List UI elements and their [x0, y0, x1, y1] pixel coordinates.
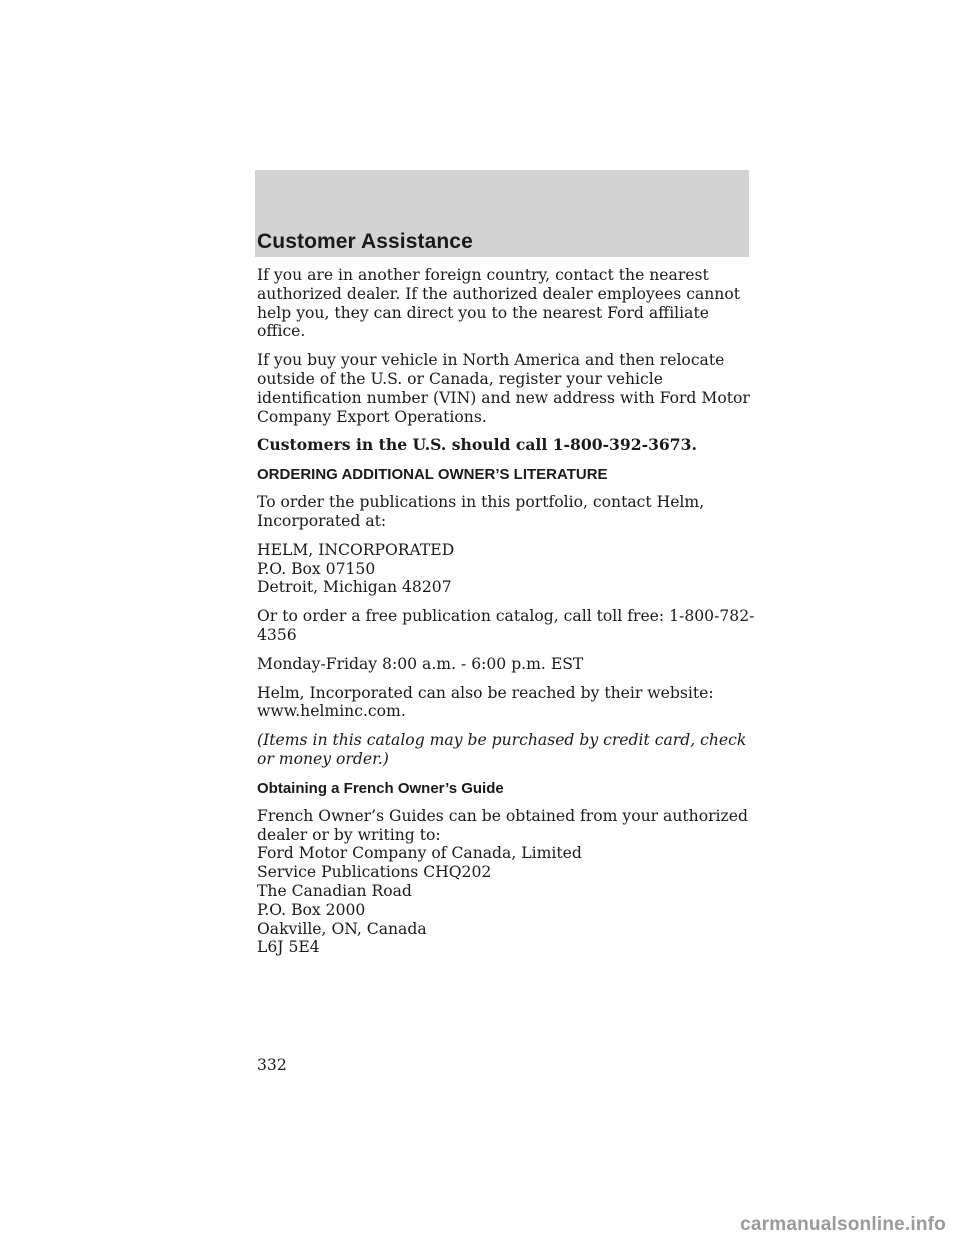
- french-guide-intro: French Owner’s Guides can be obtained from your authorized dealer or by writing to:: [257, 806, 748, 844]
- business-hours: Monday-Friday 8:00 a.m. - 6:00 p.m. EST: [257, 654, 584, 673]
- website-paragraph: [257, 684, 757, 722]
- literature-heading: ORDERING ADDITIONAL OWNER’S LITERATURE: [257, 466, 608, 484]
- watermark: carmanualsonline.info: [740, 1214, 946, 1235]
- address-line: P.O. Box 2000: [257, 900, 366, 919]
- french-guide-heading: Obtaining a French Owner’s Guide: [257, 779, 504, 797]
- address-line: P.O. Box 07150: [257, 559, 376, 578]
- address-line: Service Publications CHQ202: [257, 863, 492, 882]
- helm-address: [257, 541, 757, 597]
- page-content: [257, 266, 757, 967]
- website-text: Helm, Incorporated can also be reached by their website:: [257, 683, 714, 702]
- paragraph-foreign-country: If you are in another foreign country, contact the nearest authorized dealer. If the authorized dealer employees cannot help you, they can direct you to the nearest Ford affiliate office.: [257, 266, 740, 341]
- address-line: The Canadian Road: [257, 881, 412, 900]
- page-number: 332: [257, 1056, 287, 1074]
- paragraph-relocate: If you buy your vehicle in North America and then relocate outside of the U.S. or Canada, register your vehicle identification number (VIN) and new address with Ford Motor Company Export Operations.: [257, 351, 750, 426]
- payment-note: (Items in this catalog may be purchased by credit card, check or money order.): [257, 731, 747, 768]
- canada-address: [257, 844, 757, 957]
- address-line: Oakville, ON, Canada: [257, 919, 427, 938]
- website-url: www.helminc.com.: [257, 702, 406, 721]
- literature-intro: To order the publications in this portfolio, contact Helm, Incorporated at:: [257, 493, 705, 530]
- catalog-call: Or to order a free publication catalog, call toll free: 1-800-782-4356: [257, 607, 755, 644]
- address-line: L6J 5E4: [257, 938, 320, 957]
- paragraph-us-call: Customers in the U.S. should call 1-800-392-3673.: [257, 435, 697, 455]
- page-title: Customer Assistance: [257, 230, 473, 253]
- address-line: Detroit, Michigan 48207: [257, 578, 452, 597]
- address-line: Ford Motor Company of Canada, Limited: [257, 844, 582, 863]
- address-line: HELM, INCORPORATED: [257, 540, 455, 559]
